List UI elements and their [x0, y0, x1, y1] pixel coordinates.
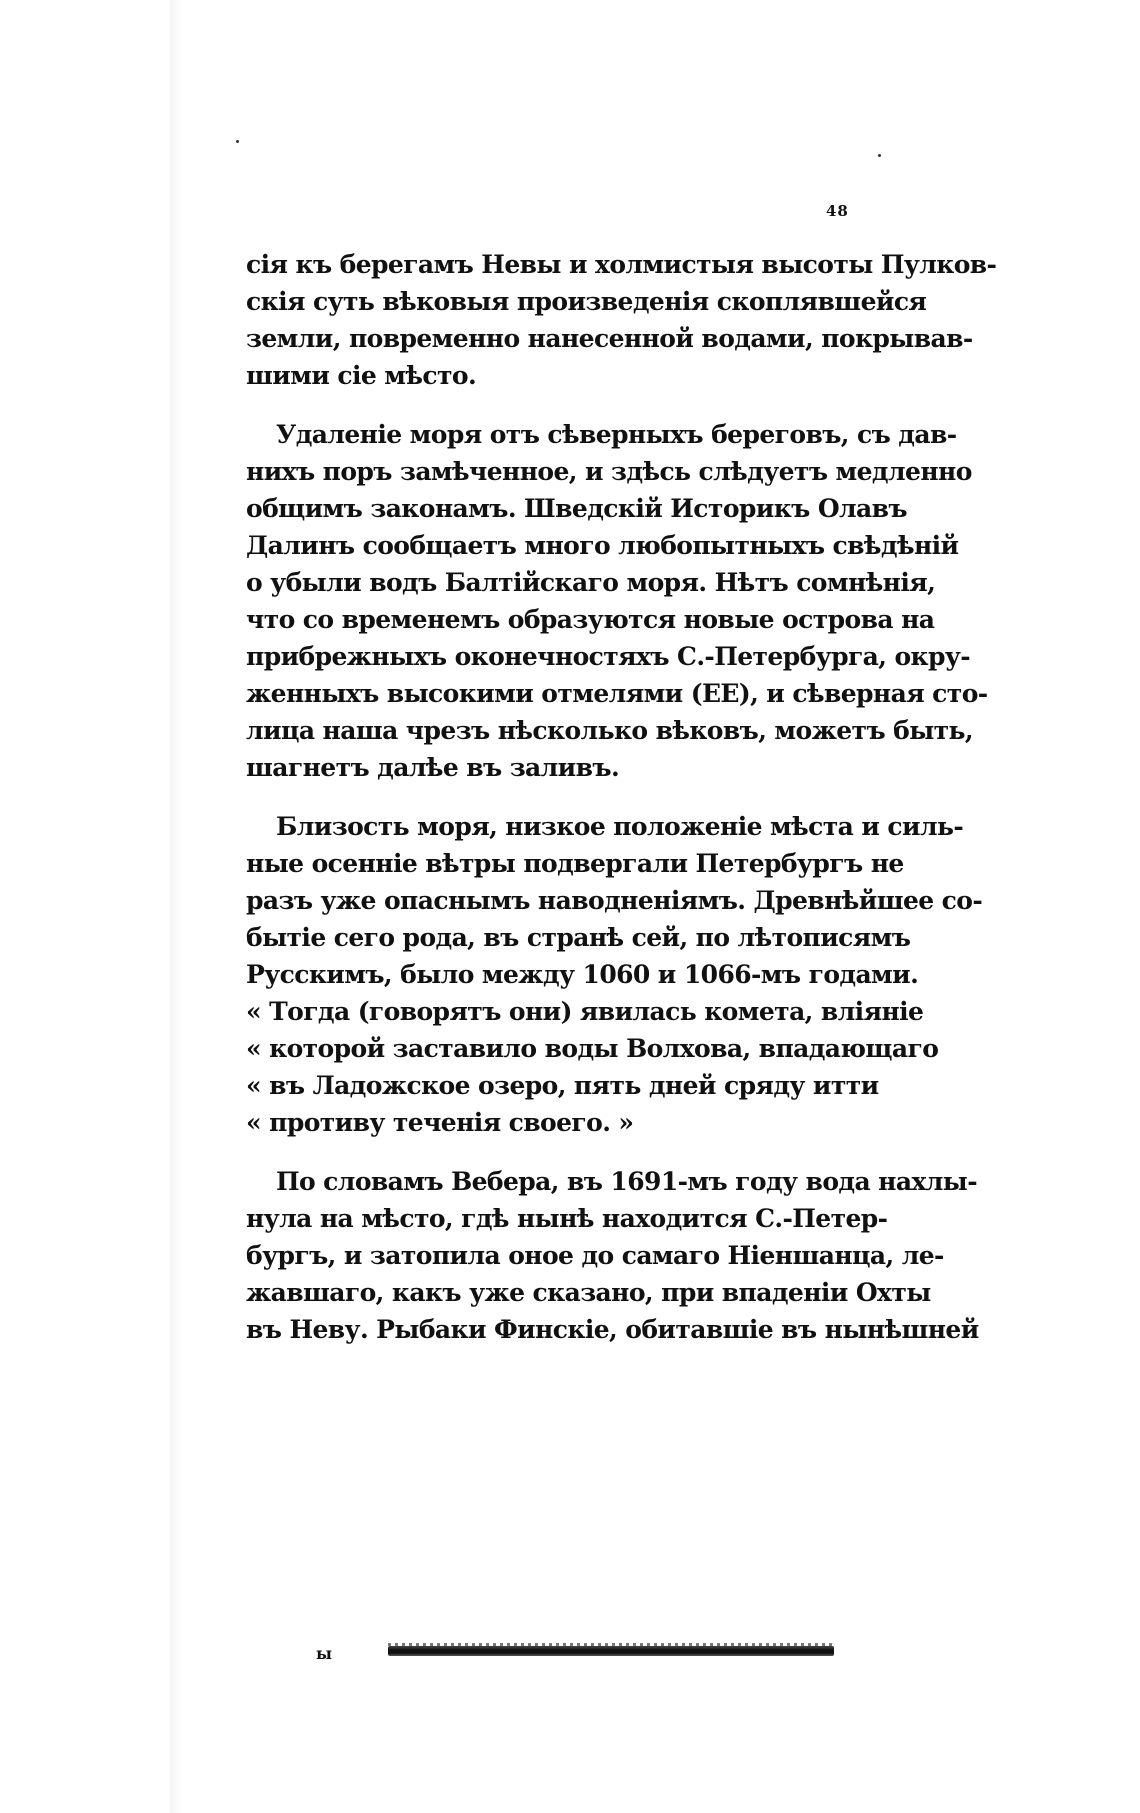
- speck-right: [878, 154, 881, 157]
- text-line: въ Неву. Рыбаки Финскіе, обитавшіе въ нынѣшней: [246, 1315, 979, 1344]
- text-line: прибрежныхъ оконечностяхъ С.-Петербурга, окру-: [246, 642, 971, 671]
- paragraph: [246, 416, 988, 786]
- text-line: скія суть вѣковыя произведенія скоплявшейся: [246, 287, 927, 316]
- paragraph: [246, 808, 983, 1141]
- text-line: Близость моря, низкое положеніе мѣста и силь-: [276, 812, 964, 841]
- text-line: бургъ, и затопила оное до самаго Ніеншанца, ле-: [246, 1241, 944, 1270]
- text-line: общимъ законамъ. Шведскій Историкъ Олавъ: [246, 494, 907, 523]
- text-line: « противу теченія своего. »: [246, 1108, 634, 1137]
- text-line: « которой заставило воды Волхова, впадающаго: [246, 1034, 939, 1063]
- bottom-rule: [388, 1646, 834, 1656]
- page-number: 48: [826, 202, 849, 220]
- text-line: разъ уже опаснымъ наводненіямъ. Древнѣйшее со-: [246, 886, 983, 915]
- text-line: жавшаго, какъ уже сказано, при впаденіи Охты: [246, 1278, 931, 1307]
- text-line: шагнетъ далѣе въ заливъ.: [246, 753, 620, 782]
- text-line: лица наша чрезъ нѣсколько вѣковъ, можетъ быть,: [246, 716, 974, 745]
- text-line: По словамъ Вебера, въ 1691-мъ году вода нахлы-: [276, 1167, 978, 1196]
- body-text: [246, 246, 997, 1370]
- text-line: ные осенніе вѣтры подвергали Петербургъ не: [246, 849, 904, 878]
- text-line: « въ Ладожское озеро, пять дней сряду итти: [246, 1071, 879, 1100]
- paragraph: [246, 246, 997, 394]
- text-line: шими сіе мѣсто.: [246, 361, 477, 390]
- speck-top: [236, 140, 239, 143]
- text-line: Далинъ сообщаетъ много любопытныхъ свѣдѣній: [246, 531, 959, 560]
- scan-shadow: [170, 0, 182, 1813]
- text-line: что со временемъ образуются новые острова на: [246, 605, 935, 634]
- text-line: « Тогда (говорятъ они) явилась комета, вліяніе: [246, 997, 924, 1026]
- text-line: нихъ поръ замѣченное, и здѣсь слѣдуетъ медленно: [246, 457, 972, 486]
- text-line: сія къ берегамъ Невы и холмистыя высоты Пулков-: [246, 250, 997, 279]
- text-line: женныхъ высокими отмелями (ЕЕ), и сѣверная сто-: [246, 679, 988, 708]
- text-line: нула на мѣсто, гдѣ нынѣ находится С.-Петер-: [246, 1204, 888, 1233]
- text-line: о убыли водъ Балтійскаго моря. Нѣтъ сомнѣнія,: [246, 568, 936, 597]
- text-line: земли, повременно нанесенной водами, покрывав-: [246, 324, 973, 353]
- footer-mark: ы: [316, 1644, 333, 1663]
- text-line: Удаленіе моря отъ сѣверныхъ береговъ, съ дав-: [276, 420, 957, 449]
- text-line: Русскимъ, было между 1060 и 1066-мъ годами.: [246, 960, 919, 989]
- paragraph: [246, 1163, 979, 1348]
- text-line: бытіе сего рода, въ странѣ сей, по лѣтописямъ: [246, 923, 911, 952]
